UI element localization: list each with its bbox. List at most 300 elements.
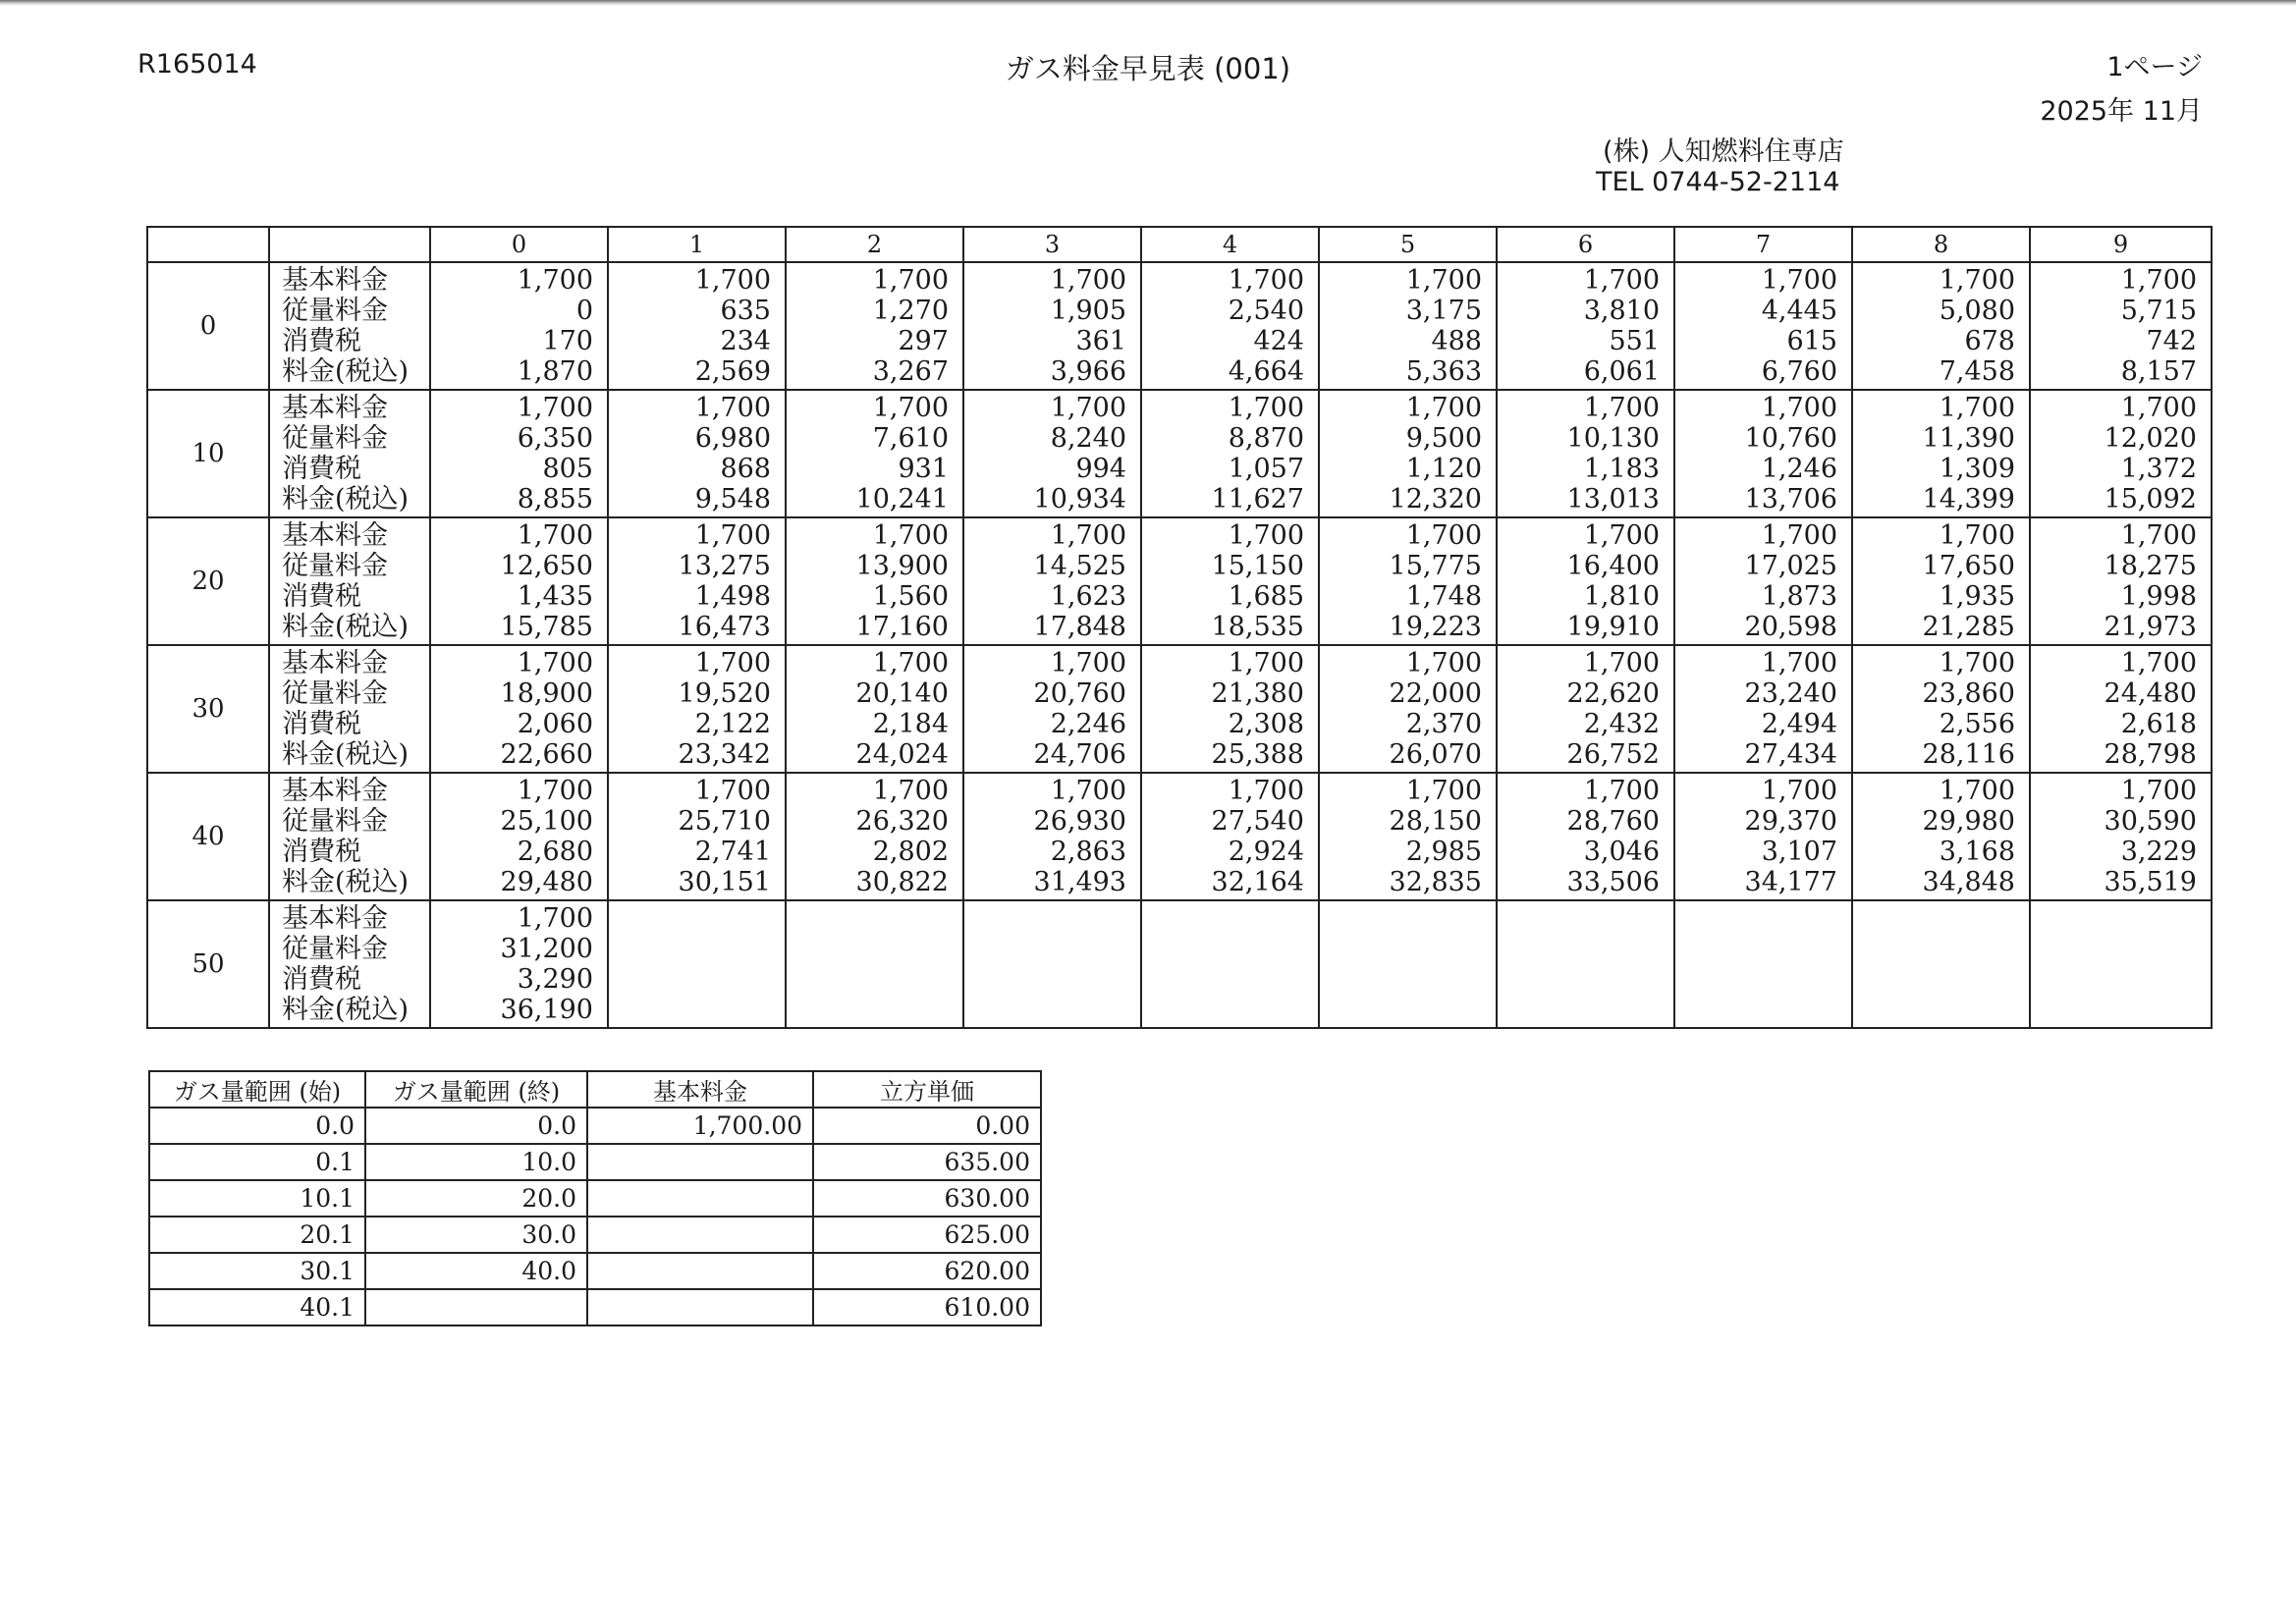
rate-row: [147, 262, 2212, 390]
charge-label: 基本料金: [282, 265, 388, 296]
rate-value: 6,760: [1761, 356, 1837, 387]
rate-value: 2,370: [1405, 709, 1482, 739]
rate-cell: [963, 900, 1141, 1028]
charge-label: 消費税: [282, 326, 361, 356]
range-cell: 40.1: [149, 1289, 365, 1325]
rate-value: 2,741: [694, 837, 771, 867]
row-group-label: 40: [147, 773, 269, 900]
rate-value: 1,700: [1228, 776, 1304, 806]
rate-value: 1,700: [872, 520, 949, 551]
row-group-label: 10: [147, 390, 269, 517]
range-cell: 30.1: [149, 1253, 365, 1289]
rate-value: 868: [720, 454, 771, 484]
rate-value: 1,700: [872, 265, 949, 296]
rate-value: 3,267: [872, 356, 949, 387]
charge-label: 従量料金: [282, 551, 388, 581]
rate-value: 13,275: [678, 551, 771, 581]
rate-value: 12,020: [2104, 423, 2197, 454]
rate-value: 1,700: [872, 648, 949, 678]
rate-cell: [963, 645, 1141, 773]
rate-value: 1,498: [694, 581, 771, 612]
rate-value: 742: [2146, 326, 2197, 356]
rate-value: 1,700: [1939, 520, 2015, 551]
rate-cell: [2030, 773, 2212, 900]
rate-cell: [1319, 773, 1497, 900]
rate-value: 0: [575, 296, 593, 326]
rate-value: 1,700: [517, 520, 593, 551]
rate-value: 1,700: [1939, 393, 2015, 423]
rate-value: 234: [720, 326, 771, 356]
rate-value: 1,700: [2120, 520, 2197, 551]
rate-cell: [1141, 517, 1319, 645]
rate-value: 805: [542, 454, 593, 484]
rate-value: 994: [1075, 454, 1126, 484]
rate-value: 170: [542, 326, 593, 356]
rate-value: 4,445: [1761, 296, 1837, 326]
rate-value: 2,802: [872, 837, 949, 867]
rate-value: 3,229: [2120, 837, 2197, 867]
rate-value: 25,710: [678, 806, 771, 837]
rate-value: 1,700: [1939, 776, 2015, 806]
rate-value: 36,190: [500, 995, 593, 1025]
range-cell: 10.0: [365, 1144, 587, 1180]
rate-value: 5,080: [1939, 296, 2015, 326]
rate-value: 1,700: [1050, 776, 1126, 806]
rate-value: 1,700: [2120, 776, 2197, 806]
rate-value: 8,157: [2120, 356, 2197, 387]
rate-value: 3,046: [1583, 837, 1660, 867]
rate-value: 5,715: [2120, 296, 2197, 326]
column-header: 4: [1141, 227, 1319, 262]
rate-cell: [1674, 517, 1852, 645]
range-row: [149, 1217, 1041, 1253]
rate-value: 20,140: [855, 678, 949, 709]
rate-value: 2,924: [1228, 837, 1304, 867]
rate-value: 1,700: [1405, 648, 1482, 678]
rate-cell: [1497, 390, 1674, 517]
rate-value: 26,320: [855, 806, 949, 837]
rate-value: 488: [1431, 326, 1482, 356]
rate-cell: [1674, 645, 1852, 773]
column-header: 1: [608, 227, 786, 262]
row-group-label: 50: [147, 900, 269, 1028]
document-title: ガス料金早見表 (001): [1005, 52, 1291, 85]
column-header: 7: [1674, 227, 1852, 262]
rate-value: 1,700: [694, 648, 771, 678]
rate-value: 17,848: [1033, 612, 1126, 642]
rate-value: 2,432: [1583, 709, 1660, 739]
rate-value: 1,700: [1228, 393, 1304, 423]
rate-value: 33,506: [1566, 867, 1660, 897]
rate-cell: [2030, 390, 2212, 517]
rate-cell: [963, 262, 1141, 390]
rate-value: 26,752: [1566, 739, 1660, 770]
rate-value: 1,120: [1405, 454, 1482, 484]
rate-value: 424: [1253, 326, 1304, 356]
rate-value: 35,519: [2104, 867, 2197, 897]
charge-label: 基本料金: [282, 393, 388, 423]
rate-value: 17,160: [855, 612, 949, 642]
rate-cell: [963, 390, 1141, 517]
rate-cell: [1141, 262, 1319, 390]
range-cell: [587, 1144, 813, 1180]
rate-cell: [1497, 517, 1674, 645]
charge-label: 基本料金: [282, 776, 388, 806]
range-cell: [587, 1289, 813, 1325]
issue-date: 2025年 11月: [2040, 96, 2203, 127]
rate-value: 2,863: [1050, 837, 1126, 867]
rate-value: 19,520: [678, 678, 771, 709]
charge-label: 消費税: [282, 709, 361, 739]
rate-value: 23,342: [678, 739, 771, 770]
range-cell: 630.00: [813, 1180, 1041, 1217]
rate-value: 1,685: [1228, 581, 1304, 612]
charge-labels: [269, 390, 430, 517]
rate-value: 30,151: [678, 867, 771, 897]
row-group-label: 20: [147, 517, 269, 645]
rate-value: 1,372: [2120, 454, 2197, 484]
rate-value: 1,700: [517, 776, 593, 806]
rate-value: 13,013: [1566, 484, 1660, 514]
rate-value: 29,980: [1922, 806, 2015, 837]
range-cell: [365, 1289, 587, 1325]
charge-label: 消費税: [282, 964, 361, 995]
range-row: [149, 1144, 1041, 1180]
rate-value: 4,664: [1228, 356, 1304, 387]
rate-value: 32,835: [1389, 867, 1482, 897]
rate-value: 27,540: [1211, 806, 1304, 837]
range-cell: 625.00: [813, 1217, 1041, 1253]
rate-value: 29,370: [1744, 806, 1837, 837]
charge-label: 従量料金: [282, 934, 388, 964]
rate-value: 3,107: [1761, 837, 1837, 867]
charge-label: 料金(税込): [282, 739, 410, 770]
rate-value: 20,598: [1744, 612, 1837, 642]
range-cell: 1,700.00: [587, 1108, 813, 1144]
charge-label: 従量料金: [282, 806, 388, 837]
rate-value: 1,870: [517, 356, 593, 387]
rate-value: 22,660: [500, 739, 593, 770]
scan-edge: [0, 0, 2296, 6]
rate-value: 24,024: [855, 739, 949, 770]
rate-value: 1,810: [1583, 581, 1660, 612]
rate-value: 1,700: [1761, 520, 1837, 551]
rate-value: 28,116: [1922, 739, 2015, 770]
column-header: 8: [1852, 227, 2030, 262]
rate-cell: [1497, 900, 1674, 1028]
rate-value: 1,270: [872, 296, 949, 326]
rate-cell: [1852, 262, 2030, 390]
charge-label: 消費税: [282, 837, 361, 867]
rate-value: 1,700: [2120, 265, 2197, 296]
range-column-header: 立方単価: [813, 1071, 1041, 1108]
rate-value: 1,700: [1228, 520, 1304, 551]
rate-value: 1,700: [1405, 520, 1482, 551]
rate-value: 297: [898, 326, 949, 356]
rate-value: 34,177: [1744, 867, 1837, 897]
range-column-header: ガス量範囲 (終): [365, 1071, 587, 1108]
range-cell: 10.1: [149, 1180, 365, 1217]
rate-value: 1,309: [1939, 454, 2015, 484]
rate-value: 1,560: [872, 581, 949, 612]
rate-value: 1,700: [1050, 520, 1126, 551]
rate-cell: [1852, 773, 2030, 900]
rate-cell: [1674, 390, 1852, 517]
rate-value: 28,150: [1389, 806, 1482, 837]
rate-value: 635: [720, 296, 771, 326]
rate-value: 2,680: [517, 837, 593, 867]
charge-label: 料金(税込): [282, 484, 410, 514]
rate-row: [147, 645, 2212, 773]
rate-value: 25,100: [500, 806, 593, 837]
range-cell: 20.0: [365, 1180, 587, 1217]
rate-value: 18,535: [1211, 612, 1304, 642]
rate-value: 2,556: [1939, 709, 2015, 739]
column-header: 0: [430, 227, 608, 262]
rate-value: 30,822: [855, 867, 949, 897]
document-id: R165014: [137, 49, 257, 80]
rate-cell: [1852, 390, 2030, 517]
rate-value: 1,700: [1939, 648, 2015, 678]
rate-value: 1,700: [1405, 393, 1482, 423]
rate-value: 19,910: [1566, 612, 1660, 642]
rate-value: 3,290: [517, 964, 593, 995]
rate-cell: [608, 262, 786, 390]
rate-cell: [1319, 645, 1497, 773]
rate-cell: [1852, 900, 2030, 1028]
rate-value: 17,025: [1744, 551, 1837, 581]
rate-value: 25,388: [1211, 739, 1304, 770]
rate-value: 1,700: [517, 393, 593, 423]
rate-value: 1,700: [872, 393, 949, 423]
company-tel: TEL 0744-52-2114: [1596, 167, 1840, 197]
column-header: 9: [2030, 227, 2212, 262]
rate-value: 6,980: [694, 423, 771, 454]
charge-label: 基本料金: [282, 648, 388, 678]
rate-value: 12,320: [1389, 484, 1482, 514]
charge-labels: [269, 773, 430, 900]
range-cell: 0.1: [149, 1144, 365, 1180]
rate-value: 29,480: [500, 867, 593, 897]
range-cell: [587, 1217, 813, 1253]
rate-table-body: [147, 262, 2212, 1028]
rate-value: 24,706: [1033, 739, 1126, 770]
rate-value: 1,700: [694, 393, 771, 423]
rate-value: 19,223: [1389, 612, 1482, 642]
rate-cell: [963, 517, 1141, 645]
range-cell: 610.00: [813, 1289, 1041, 1325]
rate-cell: [1674, 262, 1852, 390]
rate-cell: [1497, 262, 1674, 390]
rate-cell: [608, 773, 786, 900]
rate-value: 21,973: [2104, 612, 2197, 642]
rate-cell: [786, 517, 963, 645]
rate-value: 7,610: [872, 423, 949, 454]
rate-cell: [1319, 390, 1497, 517]
rate-value: 9,500: [1405, 423, 1482, 454]
charge-label: 料金(税込): [282, 356, 410, 387]
range-cell: 620.00: [813, 1253, 1041, 1289]
range-row: [149, 1108, 1041, 1144]
rate-value: 18,900: [500, 678, 593, 709]
rate-value: 21,285: [1922, 612, 2015, 642]
rate-cell: [608, 900, 786, 1028]
rate-value: 8,855: [517, 484, 593, 514]
rate-cell: [786, 390, 963, 517]
rate-cell: [786, 773, 963, 900]
charge-labels: [269, 517, 430, 645]
row-group-label: 30: [147, 645, 269, 773]
rate-value: 21,380: [1211, 678, 1304, 709]
range-row: [149, 1180, 1041, 1217]
rate-cell: [608, 645, 786, 773]
column-header: 3: [963, 227, 1141, 262]
rate-value: 14,525: [1033, 551, 1126, 581]
company-name: (株) 人知燃料住専店: [1603, 136, 1844, 167]
rate-value: 1,623: [1050, 581, 1126, 612]
charge-label: 従量料金: [282, 296, 388, 326]
rate-value: 20,760: [1033, 678, 1126, 709]
rate-cell: [2030, 517, 2212, 645]
rate-value: 31,493: [1033, 867, 1126, 897]
rate-value: 5,363: [1405, 356, 1482, 387]
column-header: 6: [1497, 227, 1674, 262]
rate-value: 1,700: [2120, 393, 2197, 423]
rate-value: 22,000: [1389, 678, 1482, 709]
rate-cell: [2030, 645, 2212, 773]
rate-value: 1,700: [1583, 776, 1660, 806]
rate-value: 1,700: [1761, 265, 1837, 296]
rate-value: 678: [1964, 326, 2015, 356]
rate-value: 14,399: [1922, 484, 2015, 514]
column-header: 2: [786, 227, 963, 262]
rate-value: 26,930: [1033, 806, 1126, 837]
charge-label: 基本料金: [282, 520, 388, 551]
rate-row: [147, 390, 2212, 517]
rate-value: 1,246: [1761, 454, 1837, 484]
rate-cell: [1497, 773, 1674, 900]
page-number: 1ページ: [2106, 52, 2203, 82]
charge-label: 料金(税込): [282, 867, 410, 897]
rate-value: 1,700: [694, 265, 771, 296]
range-table-header: [149, 1071, 1041, 1108]
rate-value: 9,548: [694, 484, 771, 514]
rate-value: 1,700: [694, 776, 771, 806]
rate-value: 30,590: [2104, 806, 2197, 837]
rate-value: 1,998: [2120, 581, 2197, 612]
rate-value: 1,700: [872, 776, 949, 806]
rate-value: 16,473: [678, 612, 771, 642]
rate-value: 11,390: [1922, 423, 2015, 454]
rate-cell: [1141, 773, 1319, 900]
rate-value: 3,168: [1939, 837, 2015, 867]
rate-value: 2,494: [1761, 709, 1837, 739]
rate-value: 15,775: [1389, 551, 1482, 581]
rate-value: 2,618: [2120, 709, 2197, 739]
rate-value: 1,700: [1761, 776, 1837, 806]
rate-table: [146, 226, 2213, 1029]
rate-value: 551: [1609, 326, 1660, 356]
range-row: [149, 1289, 1041, 1325]
rate-value: 3,810: [1583, 296, 1660, 326]
rate-cell: [1674, 900, 1852, 1028]
rate-value: 615: [1786, 326, 1837, 356]
rate-cell: [963, 773, 1141, 900]
rate-value: 2,060: [517, 709, 593, 739]
rate-value: 1,748: [1405, 581, 1482, 612]
rate-cell: [786, 900, 963, 1028]
rate-value: 1,905: [1050, 296, 1126, 326]
rate-value: 1,700: [1050, 393, 1126, 423]
charge-label: 料金(税込): [282, 612, 410, 642]
charge-label: 従量料金: [282, 678, 388, 709]
charge-label: 消費税: [282, 581, 361, 612]
rate-value: 15,150: [1211, 551, 1304, 581]
rate-value: 361: [1075, 326, 1126, 356]
rate-value: 1,700: [517, 903, 593, 934]
rate-value: 1,700: [517, 648, 593, 678]
rate-value: 18,275: [2104, 551, 2197, 581]
rate-value: 8,240: [1050, 423, 1126, 454]
column-header: 5: [1319, 227, 1497, 262]
range-cell: 0.0: [149, 1108, 365, 1144]
rate-value: 1,700: [1228, 648, 1304, 678]
rate-value: 1,700: [1405, 265, 1482, 296]
rate-cell: [786, 262, 963, 390]
rate-value: 10,130: [1566, 423, 1660, 454]
rate-value: 10,241: [855, 484, 949, 514]
rate-value: 32,164: [1211, 867, 1304, 897]
range-cell: 20.1: [149, 1217, 365, 1253]
rate-value: 2,985: [1405, 837, 1482, 867]
rate-cell: [430, 900, 608, 1028]
rate-value: 1,700: [1761, 648, 1837, 678]
range-column-header: 基本料金: [587, 1071, 813, 1108]
rate-value: 1,700: [1050, 648, 1126, 678]
charge-labels: [269, 900, 430, 1028]
range-cell: 40.0: [365, 1253, 587, 1289]
charge-label: 消費税: [282, 454, 361, 484]
rate-value: 31,200: [500, 934, 593, 964]
rate-value: 1,700: [1405, 776, 1482, 806]
range-cell: 0.00: [813, 1108, 1041, 1144]
rate-value: 1,700: [1583, 520, 1660, 551]
rate-value: 27,434: [1744, 739, 1837, 770]
rate-value: 15,785: [500, 612, 593, 642]
rate-row: [147, 900, 2212, 1028]
rate-cell: [430, 517, 608, 645]
rate-value: 22,620: [1566, 678, 1660, 709]
rate-value: 1,183: [1583, 454, 1660, 484]
rate-cell: [1141, 900, 1319, 1028]
range-table-body: [149, 1108, 1041, 1325]
charge-label: 基本料金: [282, 903, 388, 934]
charge-labels: [269, 262, 430, 390]
rate-cell: [430, 390, 608, 517]
rate-cell: [1141, 645, 1319, 773]
header-blank: [269, 227, 430, 262]
rate-value: 13,706: [1744, 484, 1837, 514]
rate-cell: [1497, 645, 1674, 773]
rate-cell: [608, 517, 786, 645]
rate-value: 931: [898, 454, 949, 484]
rate-value: 1,700: [694, 520, 771, 551]
rate-cell: [608, 390, 786, 517]
rate-cell: [430, 262, 608, 390]
rate-value: 15,092: [2104, 484, 2197, 514]
rate-value: 26,070: [1389, 739, 1482, 770]
range-cell: [587, 1180, 813, 1217]
